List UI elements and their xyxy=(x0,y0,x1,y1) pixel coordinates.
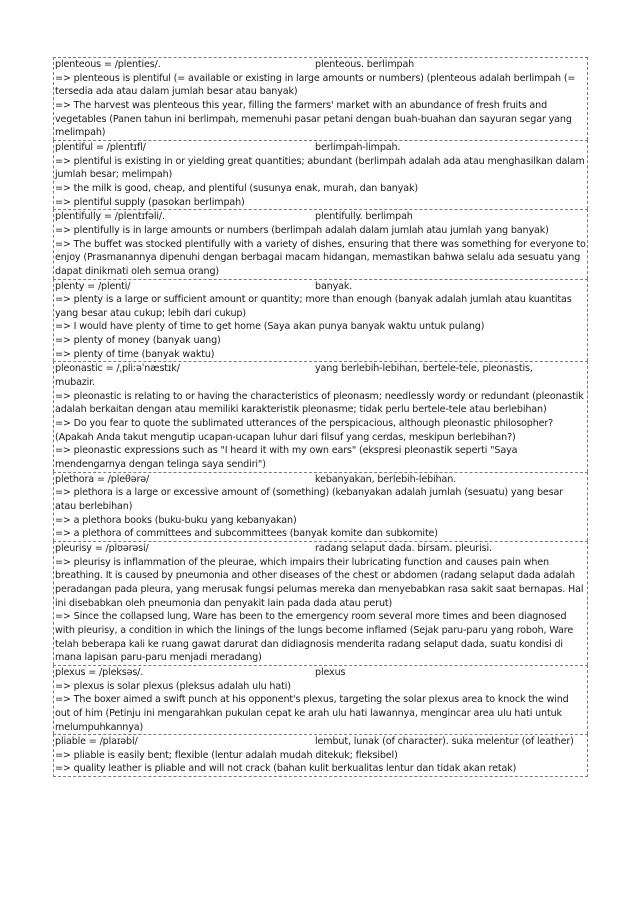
entry-line: => pleonastic is relating to or having the characteristics of pleonasm; needlessly wordy or redundant (pleonastik adalah berkaitan dengan atau memiliki karakteristik pleonasme; tidak perlu bertele-tele atau berlebihan) xyxy=(55,390,587,416)
glossary-entry xyxy=(53,361,588,471)
entry-translation: berlimpah-limpah. xyxy=(315,141,401,153)
entry-term: pleonastic = /ˌpliːəˈnæstɪk/ xyxy=(55,363,180,375)
entry-line: => plethora is a large or excessive amount of (something) (kebanyakan adalah jumlah (sesuatu) yang besar atau berlebihan) xyxy=(55,487,566,512)
entry-header xyxy=(55,666,586,680)
entry-line: => plentiful is existing in or yielding great quantities; abundant (berlimpah adalah ada atau menghasilkan dalam jumlah besar; melimpah) xyxy=(55,155,588,181)
entry-header xyxy=(55,473,586,487)
entry-term: plentifully = /plentɪfəli/. xyxy=(55,211,165,223)
entry-header xyxy=(55,280,586,294)
glossary-entry xyxy=(53,734,588,777)
entry-translation: plenteous. berlimpah xyxy=(315,59,415,70)
glossary-page xyxy=(53,57,588,777)
entry-line: => pleonastic expressions such as "I heard it with my own ears" (ekspresi pleonastik seperti "Saya mendengarnya dengan telinga saya sendiri") xyxy=(55,445,521,471)
entry-term: pliable = /plaɪəbl/ xyxy=(55,736,138,748)
entry-term: plentiful = /plentɪfl/ xyxy=(55,141,146,153)
entry-line: => The harvest was plenteous this year, filling the farmers' market with an abundance of fresh fruits and vegetables (Panen tahun ini berlimpah, memenuhi pasar petani dengan buah-buahan dan sayuran segar yang melimpah) xyxy=(55,99,575,139)
entry-header xyxy=(55,58,586,72)
entry-line: => Do you fear to quote the sublimated utterances of the perspicacious, although pleonastic philosopher? (Apakah Anda takut mengutip ucapan-ucapan luhur dari filsuf yang cerdas, meskipun berlebihan?) xyxy=(55,418,557,443)
entry-line: => pleurisy is inflammation of the pleurae, which impairs their lubricating function and causes pain when breathing. It is caused by pneumonia and other diseases of the chest or abdomen (radang selaput dada adalah peradangan pada pleura, yang merusak fungsi pelumas mereka dan menyebabkan rasa sakit saat bernapas. Hal ini disebabkan oleh pneumonia dan penyakit lain pada dada atau perut) xyxy=(55,556,587,609)
entry-line: mubazir. xyxy=(55,377,96,389)
entry-term: plexus = /pleksəs/. xyxy=(55,666,144,678)
entry-line: => plenty of money (banyak uang) xyxy=(55,335,221,347)
entry-translation: plexus xyxy=(315,666,346,678)
entry-line: => I would have plenty of time to get home (Saya akan punya banyak waktu untuk pulang) xyxy=(55,321,485,333)
glossary-entry xyxy=(53,472,588,541)
entry-header xyxy=(55,542,586,556)
entry-line: => plenty is a large or sufficient amount or quantity; more than enough (banyak adalah jumlah atau kuantitas yang besar atau cukup; lebih dari cukup) xyxy=(55,294,575,319)
entry-line: => Since the collapsed lung, Ware has been to the emergency room several more times and been diagnosed with pleurisy, a condition in which the linings of the lungs become inflamed (Sejak paru-paru yang roboh, Ware telah beberapa kali ke ruang gawat darurat dan didiagnosis menderita radang selaput dada, suatu kondisi di mana lapisan paru-paru menjadi meradang) xyxy=(55,611,576,664)
entry-translation: plentifully. berlimpah xyxy=(315,211,413,223)
glossary-entry xyxy=(53,665,588,734)
entry-line: => plenty of time (banyak waktu) xyxy=(55,348,215,360)
entry-line: => The buffet was stocked plentifully with a variety of dishes, ensuring that there was something for everyone to enjoy (Prasmanannya dipenuhi dengan berbagai macam hidangan, memastikan bahwa selalu ada sesuatu yang dapat dinikmati oleh semua orang) xyxy=(55,238,589,277)
entry-line: => The boxer aimed a swift punch at his opponent's plexus, targeting the solar plexus area to knock the wind out of him (Petinju ini mengarahkan pukulan cepat ke arah ulu hati lawannya, mengincar area ulu hati untuk melumpuhkannya) xyxy=(55,694,572,733)
glossary-entry xyxy=(53,209,588,278)
entry-header xyxy=(55,210,586,224)
entry-line: => a plethora of committees and subcommittees (banyak komite dan subkomite) xyxy=(55,528,438,540)
glossary-entry xyxy=(53,140,588,209)
entry-translation: kebanyakan, berlebih-lebihan. xyxy=(315,473,457,485)
entry-term: plenteous = /plenties/. xyxy=(55,59,161,70)
glossary-entry xyxy=(53,279,588,362)
glossary-entry xyxy=(53,541,588,665)
entry-term: plenty = /plenti/ xyxy=(55,280,131,292)
entry-term: plethora = /pleθərə/ xyxy=(55,473,150,485)
entry-term: pleurisy = /plʊərəsi/ xyxy=(55,542,149,554)
entry-line: => plentifully is in large amounts or numbers (berlimpah adalah dalam jumlah atau jumlah yang banyak) xyxy=(55,224,549,236)
glossary-entry xyxy=(53,57,588,140)
entry-header xyxy=(55,735,586,749)
entry-translation: banyak. xyxy=(315,280,353,292)
entry-translation: radang selaput dada. birsam. pleurisi. xyxy=(315,542,492,554)
entry-header xyxy=(55,362,586,376)
entry-line: => pliable is easily bent; flexible (lentur adalah mudah ditekuk; fleksibel) xyxy=(55,749,398,761)
entry-line: => a plethora books (buku-buku yang kebanyakan) xyxy=(55,514,297,526)
entry-line: => plentiful supply (pasokan berlimpah) xyxy=(55,196,245,208)
entry-translation: lembut, lunak (of character). suka melentur (of leather) xyxy=(315,736,574,748)
entry-line: => plexus is solar plexus (pleksus adalah ulu hati) xyxy=(55,680,291,692)
entry-line: => plenteous is plentiful (= available or existing in large amounts or numbers) (plenteous adalah berlimpah (= tersedia ada atau dalam jumlah besar atau banyak) xyxy=(55,72,579,98)
entry-header xyxy=(55,141,586,155)
entry-line: => the milk is good, cheap, and plentiful (susunya enak, murah, dan banyak) xyxy=(55,182,418,194)
entry-line: => quality leather is pliable and will not crack (bahan kulit berkualitas lentur dan tidak akan retak) xyxy=(55,763,517,775)
entry-translation: yang berlebih-lebihan, bertele-tele, pleonastis, xyxy=(315,363,533,375)
